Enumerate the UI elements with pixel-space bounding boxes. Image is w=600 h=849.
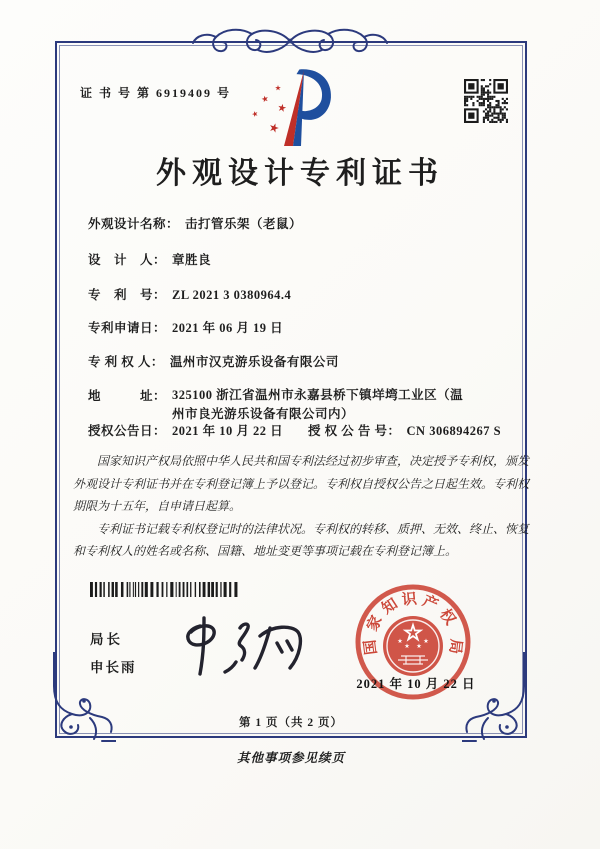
field-design-name xyxy=(88,214,302,232)
field-grant-row xyxy=(88,421,502,439)
legal-text-block xyxy=(73,450,529,563)
field-value: 2021 年 06 月 19 日 xyxy=(172,321,284,335)
seal-date-stamp: 2021 年 10 月 22 日 xyxy=(356,677,476,691)
field-value: 击打管乐架（老鼠） xyxy=(185,217,303,231)
certificate-number: 证 书 号 第 6919409 号 xyxy=(80,86,232,100)
field-value: 325100 浙江省温州市永嘉县桥下镇垟塆工业区（温州市良光游乐设备有限公司内） xyxy=(172,388,464,421)
barcode-1d xyxy=(90,582,238,597)
field-address xyxy=(88,386,468,424)
svg-text:局: 局 xyxy=(446,638,464,655)
svg-text:国: 国 xyxy=(362,638,381,656)
field-value: ZL 2021 3 0380964.4 xyxy=(172,288,292,302)
field-value: CN 306894267 S xyxy=(406,424,502,438)
handwritten-signature xyxy=(176,610,308,682)
field-grant-number xyxy=(308,421,501,439)
field-label: 专 利 权 人： xyxy=(88,355,164,369)
field-label: 设 计 人： xyxy=(88,253,167,267)
field-value: 2021 年 10 月 22 日 xyxy=(172,424,284,438)
field-patentee xyxy=(88,352,339,370)
document-title: 外观设计专利证书 xyxy=(156,157,444,190)
svg-text:知: 知 xyxy=(379,595,401,618)
field-label: 授权公告日： xyxy=(88,424,167,438)
national-emblem-icon xyxy=(383,616,443,676)
continuation-note: 其他事项参见续页 xyxy=(236,751,345,765)
qr-code xyxy=(464,79,508,123)
svg-text:家: 家 xyxy=(364,613,386,634)
field-patent-number xyxy=(88,285,291,303)
field-value: 章胜良 xyxy=(172,253,212,267)
page-number: 第 1 页（共 2 页） xyxy=(239,717,343,729)
legal-paragraph-1: 国家知识产权局依照中华人民共和国专利法经过初步审查，决定授予专利权，颁发外观设计专利证书并在专利登记簿上予以登记。专利权自授权公告之日起生效。专利权期限为十五年，自申请日起算。 xyxy=(73,454,530,513)
field-designer xyxy=(88,250,211,268)
field-label: 外观设计名称： xyxy=(88,217,180,231)
barcode-bars xyxy=(90,582,237,597)
commissioner-name: 申长雨 xyxy=(90,660,137,675)
field-label: 专利申请日： xyxy=(88,321,167,335)
field-label: 专 利 号： xyxy=(88,288,167,302)
field-label: 授 权 公 告 号： xyxy=(308,424,401,438)
top-scroll-ornament-icon xyxy=(190,26,390,56)
field-filing-date xyxy=(88,318,283,336)
commissioner-title: 局长 xyxy=(90,632,123,647)
svg-text:权: 权 xyxy=(436,606,458,629)
field-label: 地 址： xyxy=(88,389,167,403)
svg-text:产: 产 xyxy=(419,593,441,614)
legal-paragraph-2: 专利证书记载专利权登记时的法律状况。专利权的转移、质押、无效、终止、恢复和专利权人的姓名或名称、国籍、地址变更等事项记载在专利登记簿上。 xyxy=(73,521,530,558)
field-value: 温州市汉克游乐设备有限公司 xyxy=(169,355,339,369)
cnipa-patent-logo-icon xyxy=(237,62,333,150)
svg-text:识: 识 xyxy=(401,591,418,609)
